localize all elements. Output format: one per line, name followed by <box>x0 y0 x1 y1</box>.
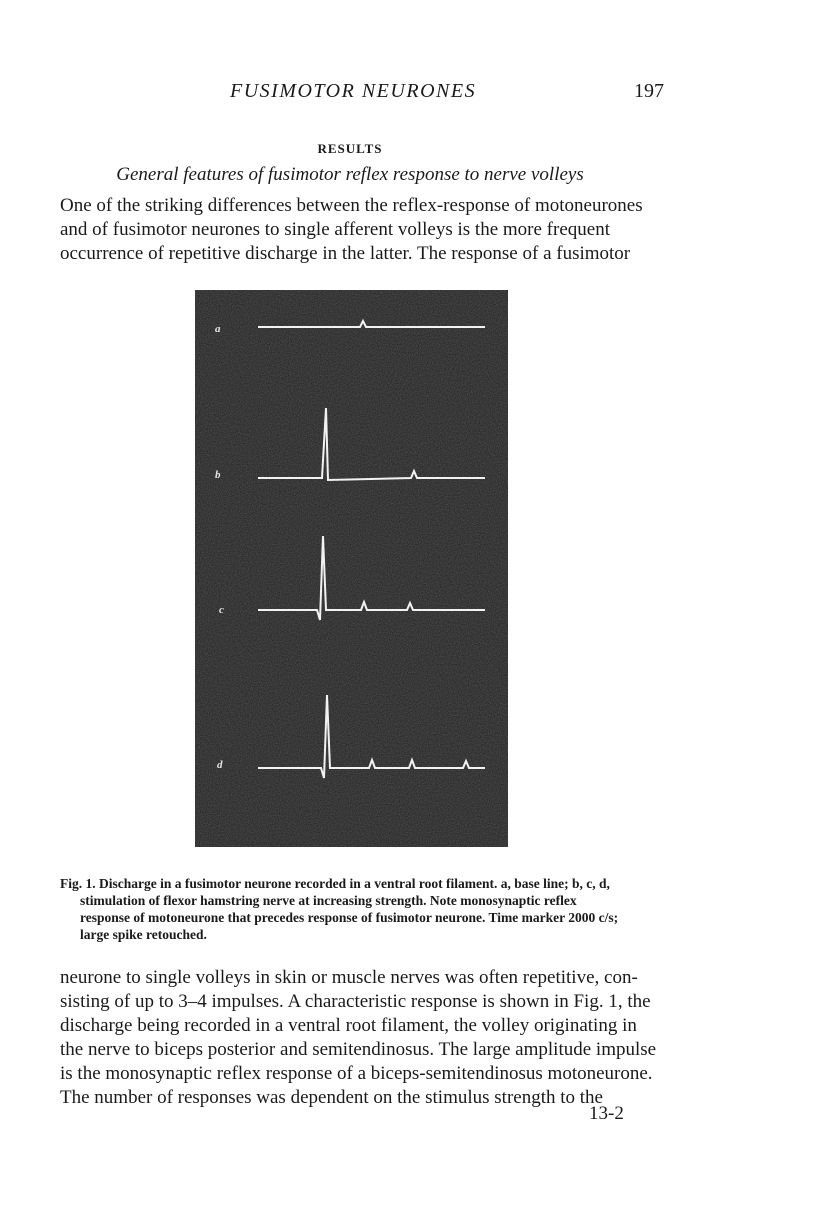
caption-line: stimulation of flexor hamstring nerve at increasing strength. Note monosynaptic reflex <box>80 893 577 908</box>
paragraph-line: neurone to single volleys in skin or muscle nerves was often repetitive, con- <box>60 967 638 988</box>
panel-label-d: d <box>217 759 223 771</box>
paragraph-2 <box>60 966 666 1110</box>
caption-line: Fig. 1. Discharge in a fusimotor neurone recorded in a ventral root filament. a, base line; b, c, d, <box>60 876 610 891</box>
panel-label-b: b <box>215 469 221 481</box>
running-title: FUSIMOTOR NEURONES <box>230 80 477 102</box>
section-heading: RESULTS <box>317 141 383 156</box>
paragraph-line: the nerve to biceps posterior and semitendinosus. The large amplitude impulse <box>60 1039 657 1060</box>
paragraph-line: is the monosynaptic reflex response of a biceps-semitendinosus motoneurone. <box>60 1063 653 1084</box>
figure-grain <box>195 290 508 847</box>
caption-line: large spike retouched. <box>80 927 207 942</box>
paragraph-line: sisting of up to 3–4 impulses. A characteristic response is shown in Fig. 1, the <box>60 991 651 1012</box>
caption-line: response of motoneurone that precedes response of fusimotor neurone. Time marker 2000 c/s; <box>80 910 619 925</box>
paragraph-1 <box>60 194 666 266</box>
oscilloscope-figure <box>195 290 508 847</box>
subheading: General features of fusimotor reflex response to nerve volleys <box>116 164 584 185</box>
figure-caption <box>60 875 666 943</box>
paragraph-line: discharge being recorded in a ventral root filament, the volley originating in <box>60 1015 637 1036</box>
paragraph-line: One of the striking differences between the reflex-response of motoneurones <box>60 195 643 216</box>
paragraph-line: and of fusimotor neurones to single afferent volleys is the more frequent <box>60 219 610 240</box>
panel-label-c: c <box>219 604 224 616</box>
signature-mark: 13-2 <box>589 1103 624 1124</box>
oscilloscope-traces <box>195 290 508 847</box>
paragraph-line: The number of responses was dependent on the stimulus strength to the <box>60 1087 603 1108</box>
paragraph-line: occurrence of repetitive discharge in the latter. The response of a fusimotor <box>60 243 631 264</box>
page-number: 197 <box>634 80 664 102</box>
panel-label-a: a <box>215 323 221 335</box>
